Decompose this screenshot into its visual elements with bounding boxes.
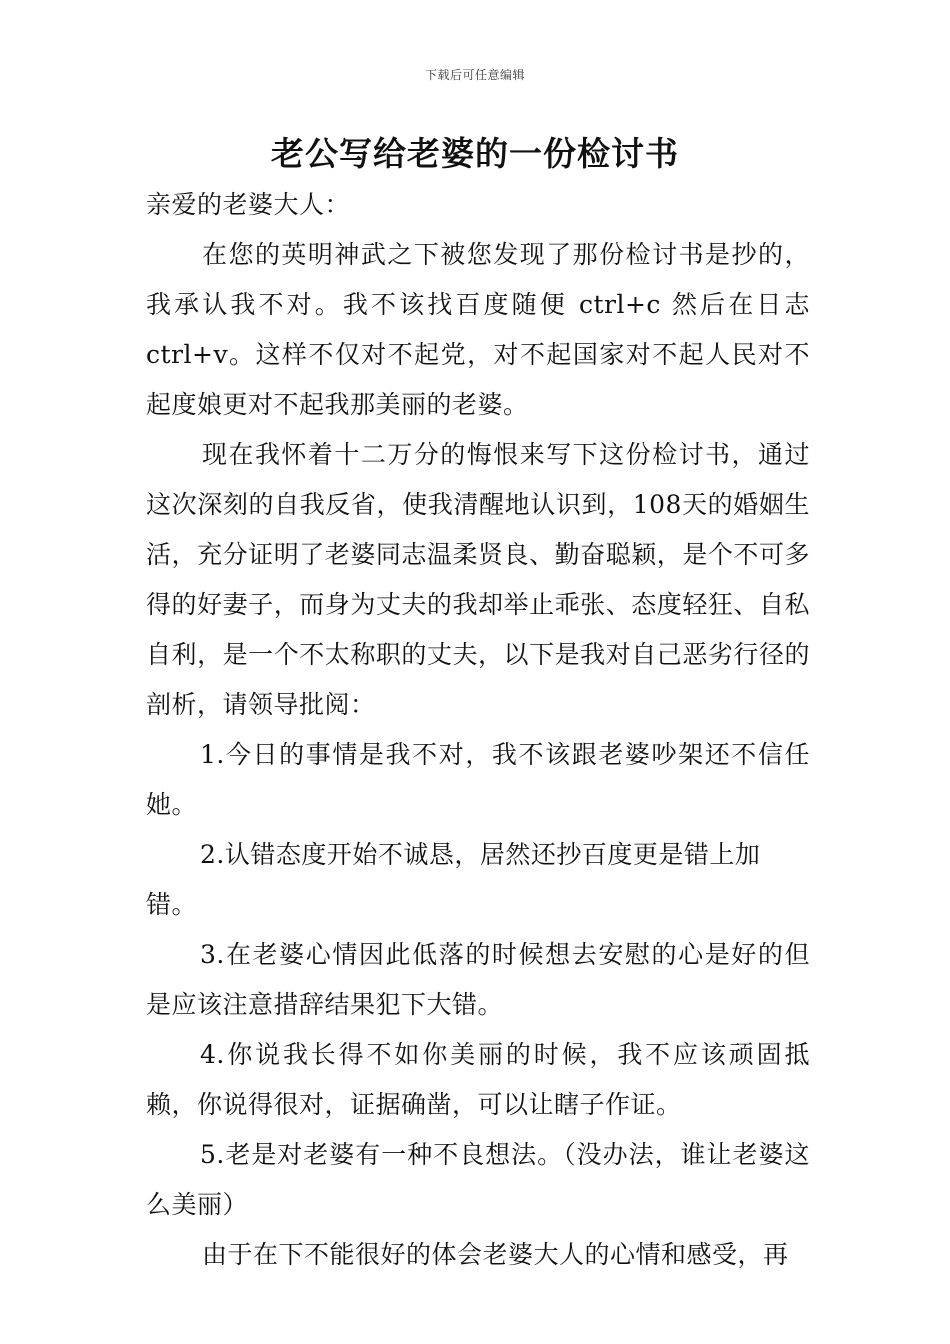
- salutation: 亲爱的老婆大人：: [146, 190, 351, 219]
- list-item-3: 3.在老婆心情因此低落的时候想去安慰的心是好的但是应该注意措辞结果犯下大错。: [146, 940, 810, 1019]
- document-body: [146, 180, 810, 1280]
- document-title: 老公写给老婆的一份检讨书: [271, 134, 679, 173]
- page-header-note: 下载后可任意编辑: [424, 68, 525, 82]
- list-item-1: 1.今日的事情是我不对，我不该跟老婆吵架还不信任她。: [146, 740, 810, 819]
- list-item-4: 4.你说我长得不如你美丽的时候，我不应该顽固抵赖，你说得很对，证据确凿，可以让瞎子作证。: [146, 1040, 810, 1119]
- list-item-2: 2.认错态度开始不诚恳，居然还抄百度更是错上加错。: [146, 840, 761, 919]
- list-item-5: 5.老是对老婆有一种不良想法。（没办法，谁让老婆这么美丽）: [146, 1140, 810, 1219]
- paragraph-confession: 在您的英明神武之下被您发现了那份检讨书是抄的，我承认我不对。我不该找百度随便 ctrl+c 然后在日志 ctrl+v。这样不仅对不起党，对不起国家对不起人民对不起度娘更对不起我那美丽的老婆。: [146, 240, 810, 419]
- paragraph-closing: 由于在下不能很好的体会老婆大人的心情和感受，再: [202, 1240, 789, 1269]
- paragraph-reflection: 现在我怀着十二万分的悔恨来写下这份检讨书，通过这次深刻的自我反省，使我清醒地认识到，108天的婚姻生活，充分证明了老婆同志温柔贤良、勤奋聪颖，是个不可多得的好妻子，而身为丈夫的我却举止乖张、态度轻狂、自私自利，是一个不太称职的丈夫，以下是我对自己恶劣行径的剖析，请领导批阅：: [146, 440, 810, 719]
